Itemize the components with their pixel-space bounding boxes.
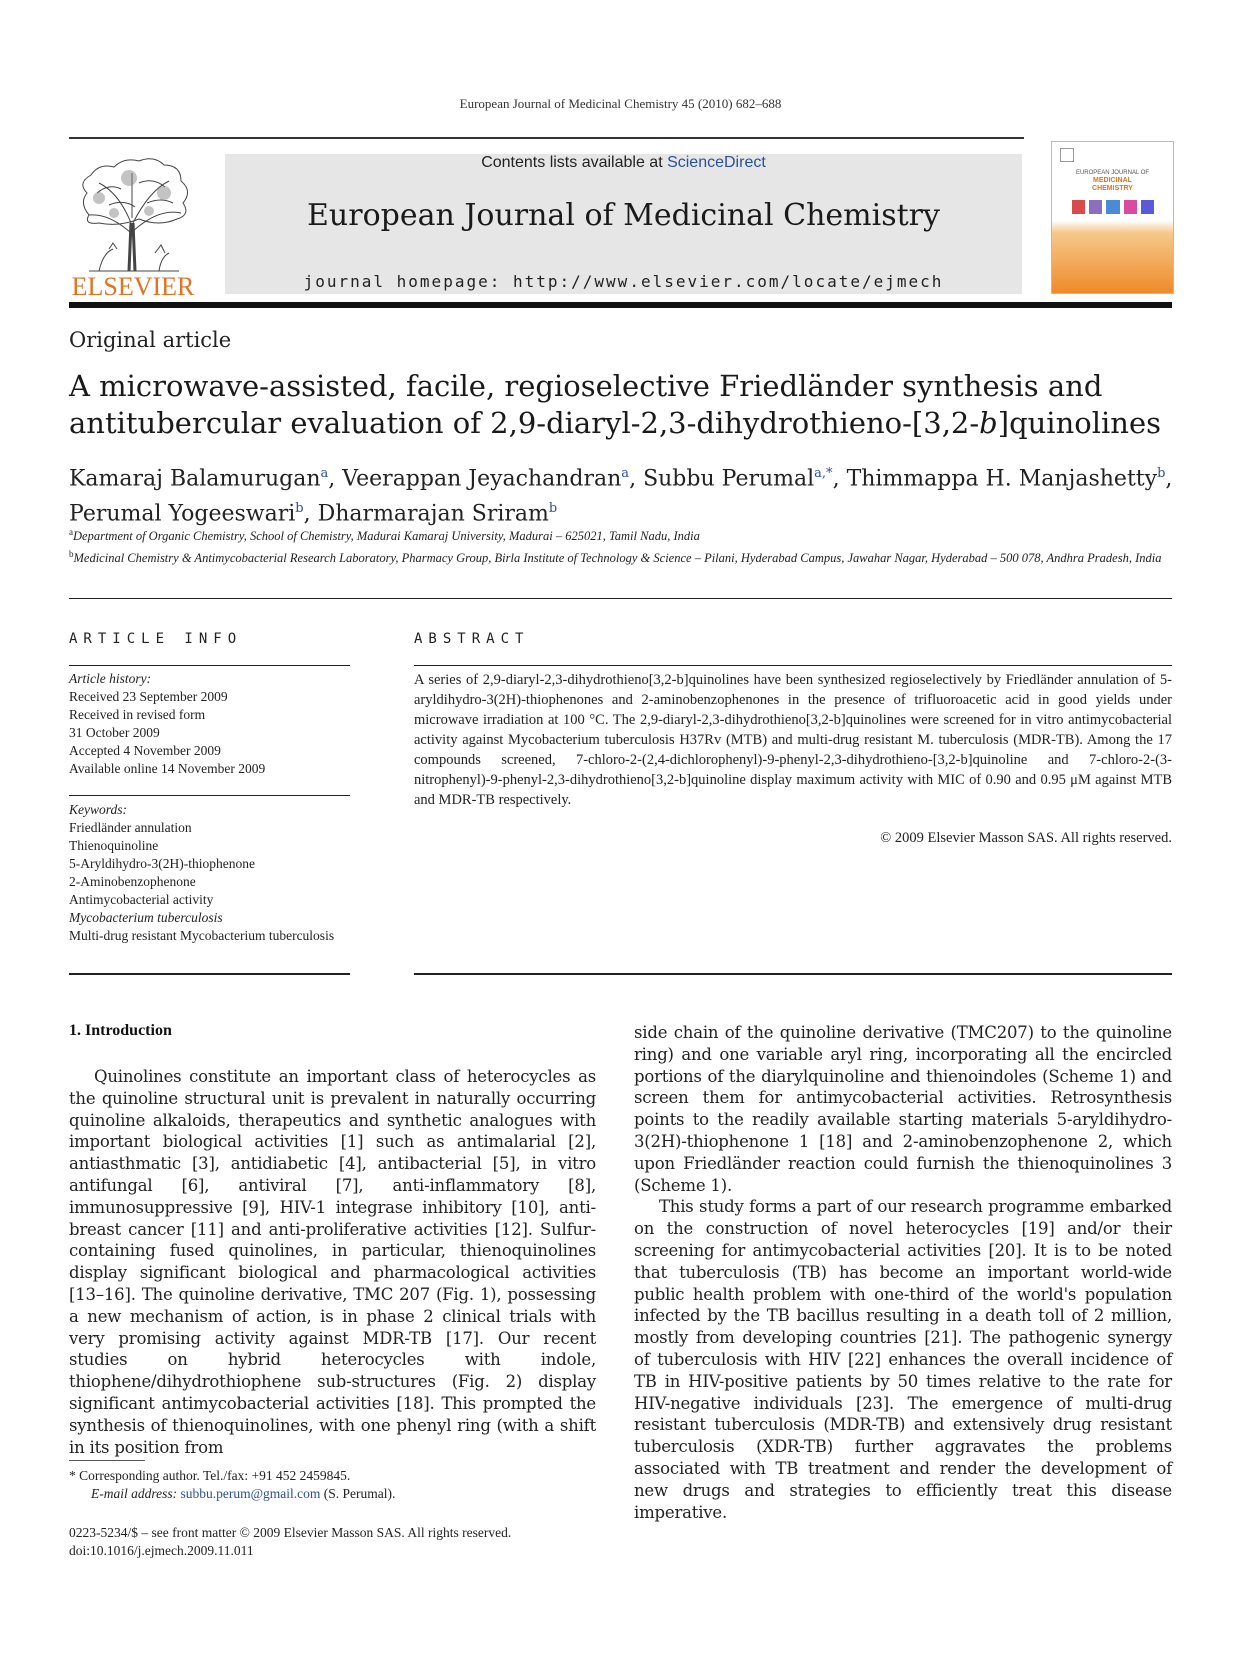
cover-logo-icon <box>1060 148 1074 162</box>
article-title <box>69 368 1172 442</box>
keywords <box>69 801 359 945</box>
article-info-label: ARTICLE INFO <box>69 631 243 647</box>
keyword: 2-Aminobenzophenone <box>69 874 196 889</box>
cover-swatches <box>1072 200 1154 214</box>
bottom-meta <box>69 1524 629 1560</box>
cover-title <box>1052 170 1173 193</box>
abstract-copyright: © 2009 Elsevier Masson SAS. All rights reserved. <box>880 830 1172 846</box>
abstract-text: A series of 2,9-diaryl-2,3-dihydrothieno[3,2-b]quinolines have been synthesized regioselectively by Friedländer annulation of 5-aryldihydro-3(2H)-thiophenones and 2-aminobenzophenones in the presence of trifluoroacetic acid in good yields under microwave irradiation at 100 °C. The 2,9-diaryl-2,3-dihydrothieno[3,2-b]quinolines were screened for in vitro antimycobacterial activity against Mycobacterium tuberculosis H37Rv (MTB) and multi-drug resistant M. tuberculosis (MDR-TB). Among the 17 compounds screened, 7-chloro-2-(2,4-dichlorophenyl)-9-phenyl-2,3-dihydrothieno-[3,2-b]quinoline and 7-chloro-2-(3-nitrophenyl)-9-phenyl-2,3-dihydrothieno[3,2-b]quinoline display maximum activity with MIC of 0.90 and 0.95 μM against MTB and MDR-TB respectively. <box>414 672 1172 808</box>
email-link[interactable]: subbu.perum@gmail.com <box>180 1486 321 1501</box>
abstract-label: ABSTRACT <box>414 631 530 647</box>
article-history <box>69 670 359 778</box>
author-sep: , <box>303 501 318 527</box>
cover-title-line1: EUROPEAN JOURNAL OF <box>1075 170 1150 176</box>
author-list <box>69 459 1179 530</box>
keywords-label: Keywords: <box>69 802 127 817</box>
journal-cover-thumbnail <box>1051 141 1174 294</box>
affiliations <box>69 523 1172 567</box>
title-part2: ]quinolines <box>997 406 1161 440</box>
author[interactable]: Perumal Yogeeswari <box>69 501 296 527</box>
contents-line <box>225 154 1022 172</box>
issn-line: 0223-5234/$ – see front matter © 2009 Elsevier Masson SAS. All rights reserved. <box>69 1525 512 1540</box>
history-item: Available online 14 November 2009 <box>69 761 266 776</box>
introduction-heading: 1. Introduction <box>69 1022 172 1039</box>
author[interactable]: Veerappan Jeyachandran <box>342 466 622 492</box>
journal-title: European Journal of Medicinal Chemistry <box>307 198 940 233</box>
author-affil-sup[interactable]: a,* <box>814 466 833 481</box>
title-italic: b <box>979 406 998 440</box>
affiliation-b: $^b$Medicinal Chemistry & Antimycobacterial Research Laboratory, Pharmacy Group, Birla Institute of Technology & Science – Pilani, Hyderabad Campus, Jawahar Nagar, Hyderabad – 500 078, Andhra Pradesh, India <box>69 549 1162 566</box>
history-label: Article history: <box>69 671 152 686</box>
email-line <box>69 1485 569 1503</box>
info-rule <box>69 973 350 975</box>
history-item: Accepted 4 November 2009 <box>69 743 221 758</box>
author-affil-sup[interactable]: b <box>548 501 558 517</box>
keyword: Antimycobacterial activity <box>69 892 214 907</box>
contents-prefix: Contents lists available at <box>481 154 668 171</box>
footnote <box>69 1467 569 1503</box>
intro-paragraph-3: This study forms a part of our research programme embarked on the construction of novel heterocycles [19] and/or their screening for antimycobacterial activities [20]. It is to be noted that tuberculosis (TB) has become an important world-wide public health problem with one-third of the world's population infected by the TB bacillus resulting in a death toll of 2 million, mostly from developing countries [21]. The pathogenic synergy of tuberculosis with HIV [22] enhances the overall incidence of TB in HIV-positive patients by 50 times relative to the rate for HIV-negative individuals [23]. The emergence of multi-drug resistant tuberculosis (MDR-TB) and extensively drug resistant tuberculosis (XDR-TB) further aggravates the problems associated with TB treatment and render the development of new drugs and strategies to efficiently treat this disease imperative. <box>634 1197 1172 1522</box>
doi-line[interactable]: doi:10.1016/j.ejmech.2009.11.011 <box>69 1543 254 1558</box>
cover-title-line3: CHEMISTRY <box>1092 185 1133 192</box>
intro-paragraph-1: Quinolines constitute an important class of heterocycles as the quinoline structural unit is prevalent in naturally occurring quinoline alkaloids, therapeutics and synthetic analogues with important biological activities [1] such as antimalarial [2], antiasthmatic [3], antidiabetic [4], antibacterial [5], in vitro antifungal [6], antiviral [7], anti-inflammatory [8], immunosuppressive [9], HIV-1 integrase inhibitory [10], anti-breast cancer [11] and anti-proliferative activities [12]. Sulfur-containing fused quinolines, in particular, thienoquinolines display significant biological and pharmacological activities [13–16]. The quinoline derivative, TMC 207 (Fig. 1), possessing a new mechanism of action, is in phase 2 clinical trials with very promising activity against MDR-TB [17]. Our recent studies on hybrid heterocycles with indole, thiophene/dihydrothiophene sub-structures (Fig. 2) display significant antimycobacterial activities [18]. This prompted the synthesis of thienoquinolines, with one phenyl ring (with a shift in its position from <box>69 1067 596 1457</box>
title-part1: A microwave-assisted, facile, regioselective Friedländer synthesis and antitubercular evaluation of 2,9-diaryl-2,3-dihydrothieno-[3,2- <box>69 369 1103 440</box>
history-item: Received 23 September 2009 <box>69 689 228 704</box>
journal-reference: European Journal of Medicinal Chemistry 45 (2010) 682–688 <box>459 96 782 111</box>
author-affil-sup[interactable]: a <box>320 466 329 481</box>
cover-title-line2: MEDICINAL <box>1093 177 1132 184</box>
abstract-rule <box>414 665 1172 666</box>
info-rule <box>69 795 350 796</box>
corresponding-author: * Corresponding author. Tel./fax: +91 452 2459845. <box>69 1468 351 1483</box>
section-rule <box>69 598 1172 599</box>
author-affil-sup[interactable]: b <box>1157 466 1166 481</box>
author-affil-sup[interactable]: b <box>295 501 304 517</box>
author-sep: , <box>328 466 343 492</box>
keyword: Friedländer annulation <box>69 820 192 835</box>
article-type: Original article <box>69 328 232 352</box>
info-rule <box>69 665 350 666</box>
history-item: 31 October 2009 <box>69 725 160 740</box>
header-thick-rule <box>69 302 1172 308</box>
keyword: Mycobacterium tuberculosis <box>69 910 223 925</box>
author-sep: , <box>1165 466 1173 492</box>
author[interactable]: Subbu Perumal <box>643 466 815 492</box>
journal-homepage[interactable]: journal homepage: http://www.elsevier.com/locate/ejmech <box>303 272 944 291</box>
header-rule <box>69 137 1024 139</box>
author[interactable]: Thimmappa H. Manjashetty <box>846 466 1158 492</box>
elsevier-wordmark: ELSEVIER <box>71 272 195 301</box>
right-column <box>634 1022 1172 1523</box>
email-label: E-mail address: <box>91 1486 181 1501</box>
abstract-rule <box>414 973 1172 975</box>
keyword: 5-Aryldihydro-3(2H)-thiophenone <box>69 856 255 871</box>
author-sep: , <box>629 466 644 492</box>
keyword: Thienoquinoline <box>69 838 159 853</box>
author[interactable]: Kamaraj Balamurugan <box>69 466 321 492</box>
history-item: Received in revised form <box>69 707 206 722</box>
intro-paragraph-2: side chain of the quinoline derivative (TMC207) to the quinoline ring) and one variable aryl ring, incorporating all the encircled portions of the diarylquinoline and thienoindoles (Scheme 1) and screen them for antimycobacterial activities. Retrosynthesis points to the readily available starting materials 5-aryldihydro-3(2H)-thiophenone 1 [18] and 2-aminobenzophenone 2, which upon Friedländer reaction could furnish the thienoquinolines 3 (Scheme 1). <box>634 1023 1172 1195</box>
sciencedirect-link[interactable]: ScienceDirect <box>667 154 766 171</box>
affiliation-a: $^a$Department of Organic Chemistry, School of Chemistry, Madurai Kamaraj University, Madurai – 625021, Tamil Nadu, India <box>69 527 700 544</box>
keyword: Multi-drug resistant Mycobacterium tuberculosis <box>69 928 335 943</box>
author-sep: , <box>832 466 847 492</box>
author[interactable]: Dharmarajan Sriram <box>317 501 549 527</box>
author-affil-sup[interactable]: a <box>621 466 630 481</box>
email-suffix: (S. Perumal). <box>320 1486 396 1501</box>
footnote-rule <box>69 1460 145 1461</box>
